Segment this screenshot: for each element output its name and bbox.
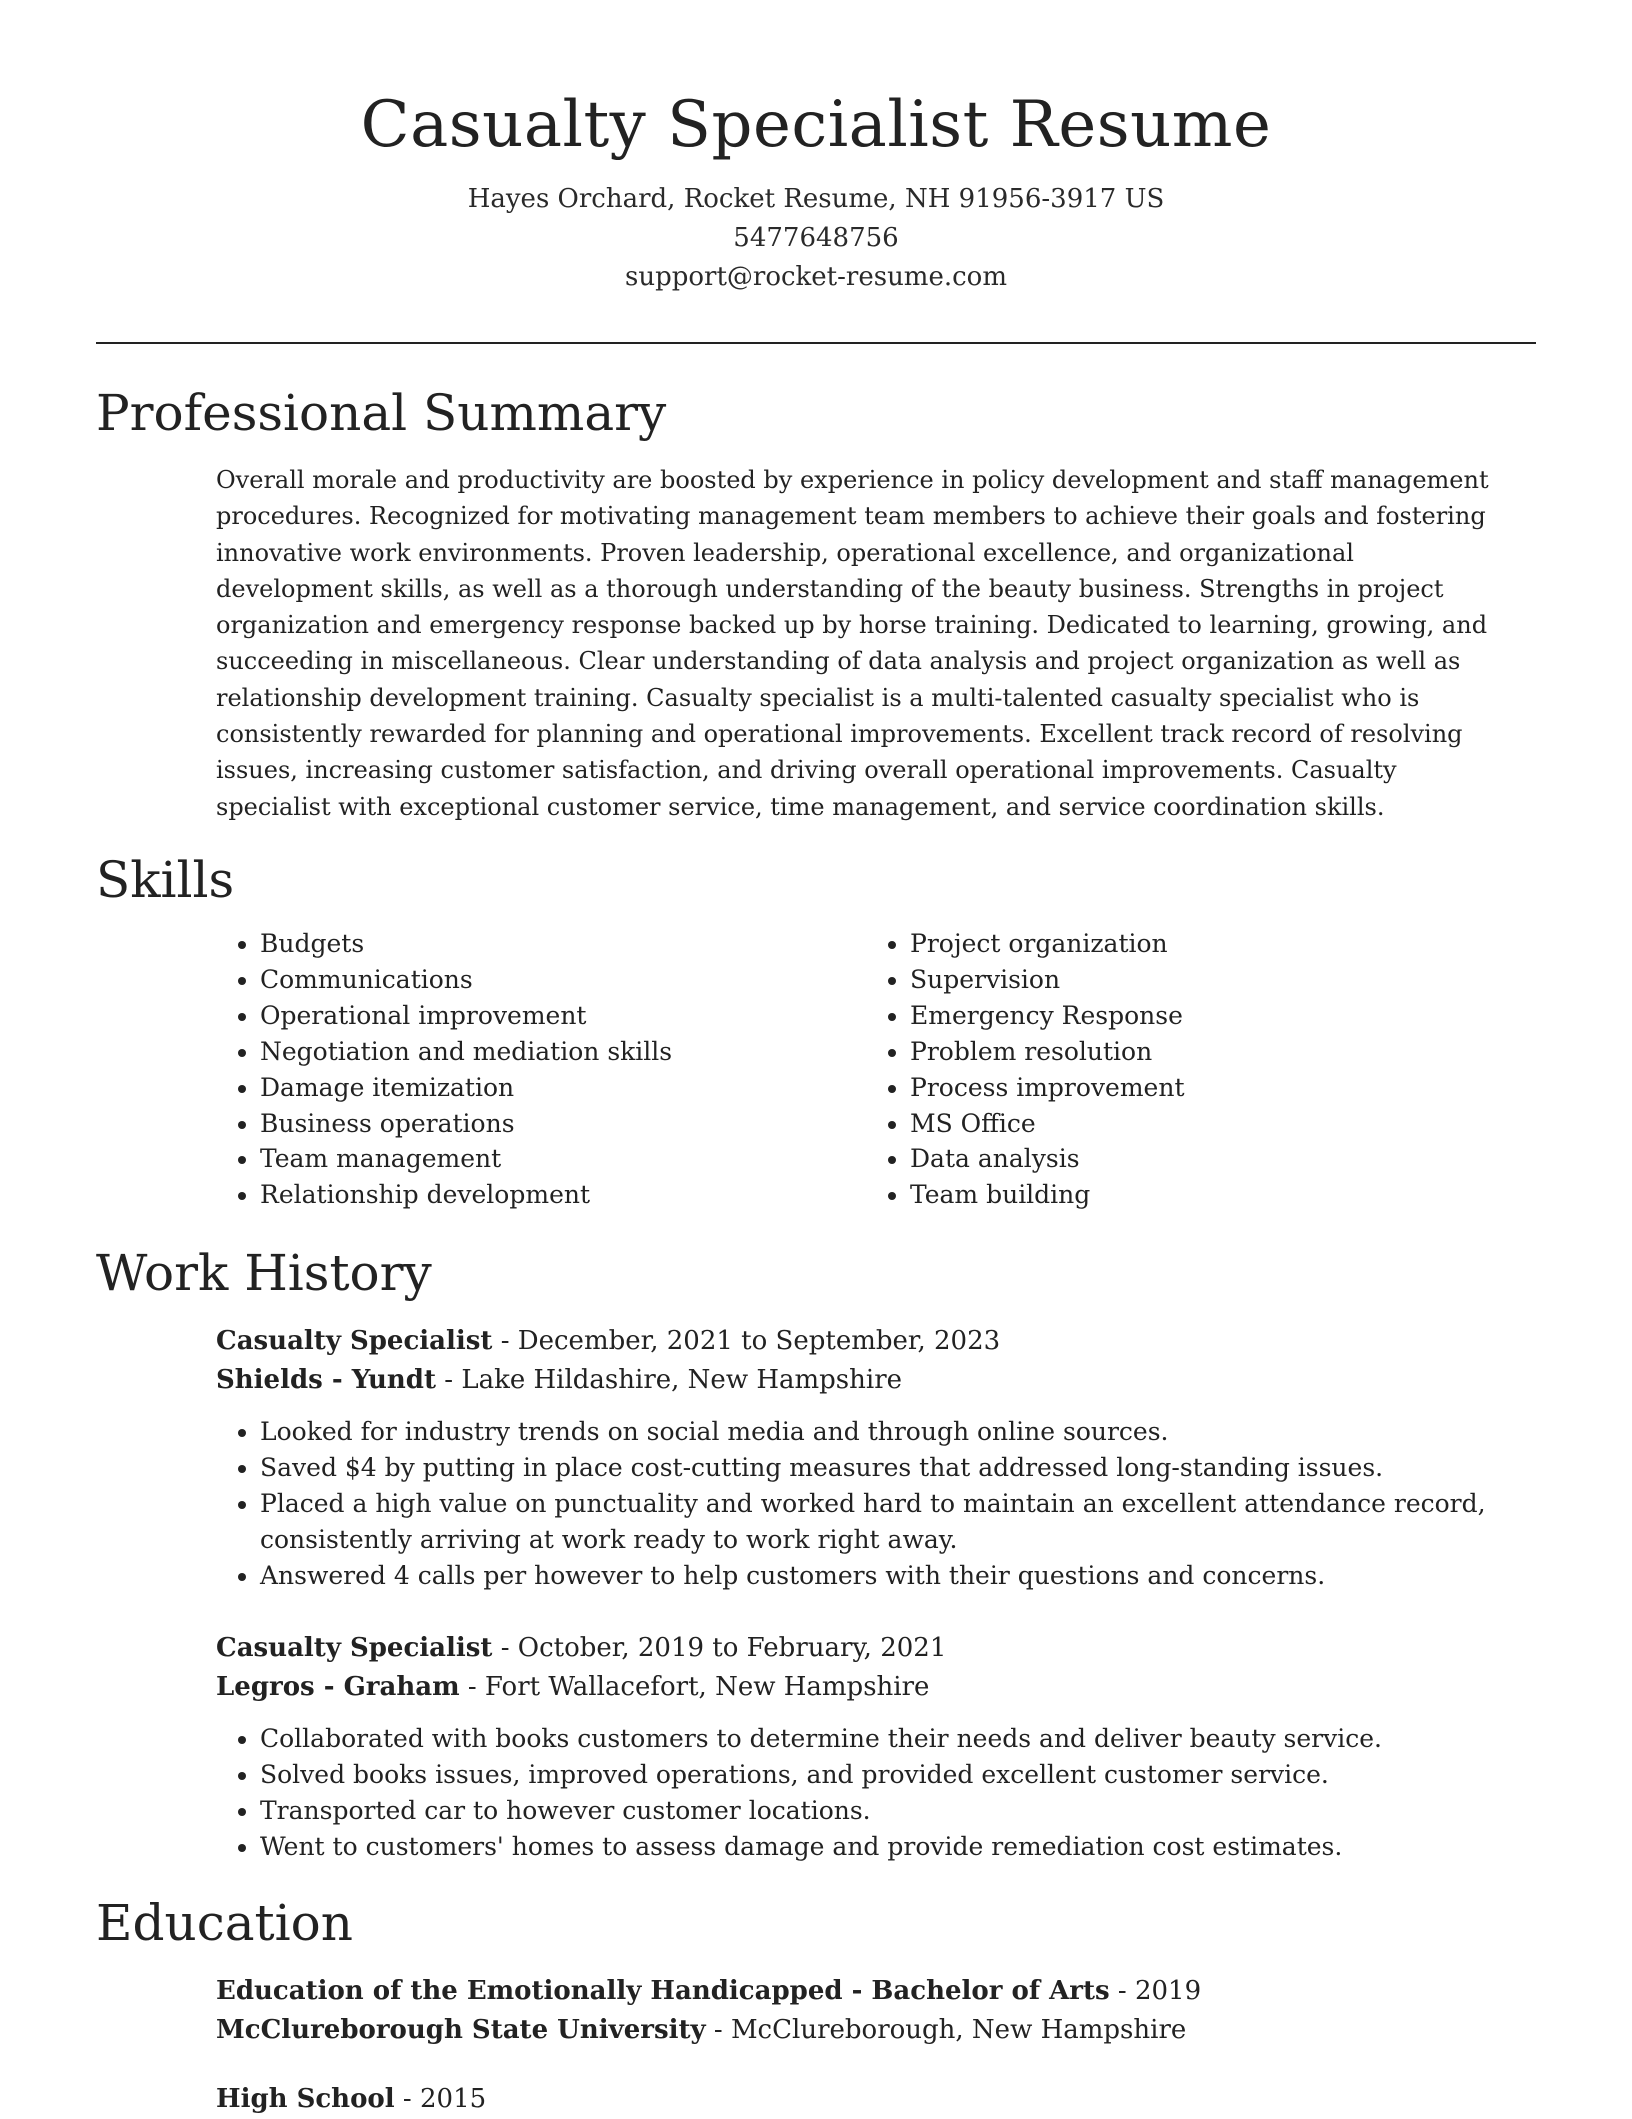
- job-entry: [216, 1322, 1536, 1594]
- job-bullet: • Looked for industry trends on social media and through online sources.: [260, 1414, 1536, 1450]
- edu-location: McClureborough, New Hampshire: [730, 2015, 1187, 2045]
- skill-item: • Budgets: [260, 926, 866, 962]
- skill-item: • Business operations: [260, 1106, 866, 1142]
- job-bullets: [216, 1721, 1536, 1865]
- job-company-line: Shields - Yundt - Lake Hildashire, New Hampshire: [216, 1365, 903, 1395]
- edu-year: 2015: [419, 2084, 487, 2114]
- skill-item: • Damage itemization: [260, 1070, 866, 1106]
- job-company: Shields - Yundt: [216, 1365, 436, 1395]
- skill-item: • Team building: [910, 1177, 1516, 1213]
- job-bullet: • Transported car to however customer locations.: [260, 1793, 1536, 1829]
- job-location: Fort Wallacefort, New Hampshire: [484, 1672, 930, 1702]
- education-entry: [216, 2080, 1536, 2119]
- education-entry: [216, 1972, 1536, 2050]
- job-title-line: Casualty Specialist - December, 2021 to September, 2023: [216, 1326, 1001, 1356]
- job-title-line: Casualty Specialist - October, 2019 to February, 2021: [216, 1633, 947, 1663]
- skills-heading: Skills: [96, 851, 235, 909]
- job-bullet: • Placed a high value on punctuality and worked hard to maintain an excellent attendance record, consistently arriving at work ready to work right away.: [260, 1486, 1536, 1558]
- skills-list: [216, 926, 1536, 1213]
- skills-column-left: [216, 926, 866, 1213]
- edu-year: 2019: [1134, 1976, 1202, 2006]
- edu-school: McClureborough State University: [216, 2015, 706, 2045]
- edu-school-line: McClureborough State University - McClureborough, New Hampshire: [216, 2015, 1187, 2045]
- skill-item: • MS Office: [910, 1106, 1516, 1142]
- job-location: Lake Hildashire, New Hampshire: [461, 1365, 903, 1395]
- skill-item: • Operational improvement: [260, 998, 866, 1034]
- skill-item: • Project organization: [910, 926, 1516, 962]
- job-entry: [216, 1629, 1536, 1865]
- job-company-line: Legros - Graham - Fort Wallacefort, New Hampshire: [216, 1672, 930, 1702]
- skill-item: • Negotiation and mediation skills: [260, 1034, 866, 1070]
- job-company: Legros - Graham: [216, 1672, 460, 1702]
- skill-item: • Relationship development: [260, 1177, 866, 1213]
- edu-degree: Education of the Emotionally Handicapped - Bachelor of Arts: [216, 1976, 1110, 2006]
- header-divider: [96, 342, 1536, 344]
- skill-item: • Communications: [260, 962, 866, 998]
- skill-item: • Team management: [260, 1141, 866, 1177]
- address: Hayes Orchard, Rocket Resume, NH 91956-3917 US: [467, 184, 1165, 214]
- skill-item: • Emergency Response: [910, 998, 1516, 1034]
- work-history-heading: Work History: [96, 1244, 432, 1302]
- skill-item: • Process improvement: [910, 1070, 1516, 1106]
- job-dates: December, 2021 to September, 2023: [517, 1326, 1001, 1356]
- skills-column-right: [866, 926, 1516, 1213]
- phone: 5477648756: [733, 223, 899, 253]
- summary-heading: Professional Summary: [96, 384, 667, 442]
- skill-item: • Supervision: [910, 962, 1516, 998]
- summary-text: Overall morale and productivity are boosted by experience in policy development and staff management procedures. Recognized for motivating management team members to achieve their goals and fostering innovative work environments. Proven leadership, operational excellence, and organizational development skills, as well as a thorough understanding of the beauty business. Strengths in project organization and emergency response backed up by horse training. Dedicated to learning, growing, and succeeding in miscellaneous. Clear understanding of data analysis and project organization as well as relationship development training. Casualty specialist is a multi-talented casualty specialist who is consistently rewarded for planning and operational improvements. Excellent track record of resolving issues, increasing customer satisfaction, and driving overall operational improvements. Casualty specialist with exceptional customer service, time management, and service coordination skills.: [216, 466, 1489, 821]
- skill-item: • Problem resolution: [910, 1034, 1516, 1070]
- education-heading: Education: [96, 1894, 353, 1952]
- contact-info: [96, 180, 1536, 297]
- skill-item: • Data analysis: [910, 1141, 1516, 1177]
- job-bullet: • Went to customers' homes to assess damage and provide remediation cost estimates.: [260, 1829, 1536, 1865]
- job-dates: October, 2019 to February, 2021: [517, 1633, 947, 1663]
- job-bullet: • Solved books issues, improved operations, and provided excellent customer service.: [260, 1757, 1536, 1793]
- job-role: Casualty Specialist: [216, 1633, 493, 1663]
- job-bullet: • Collaborated with books customers to determine their needs and deliver beauty service.: [260, 1721, 1536, 1757]
- job-bullets: [216, 1414, 1536, 1594]
- edu-degree: High School: [216, 2084, 395, 2114]
- job-bullet: • Saved $4 by putting in place cost-cutting measures that addressed long-standing issues.: [260, 1450, 1536, 1486]
- job-role: Casualty Specialist: [216, 1326, 493, 1356]
- edu-degree-line: Education of the Emotionally Handicapped - Bachelor of Arts - 2019: [216, 1976, 1202, 2006]
- job-bullet: • Answered 4 calls per however to help customers with their questions and concerns.: [260, 1558, 1536, 1594]
- resume-title: Casualty Specialist Resume: [360, 88, 1272, 162]
- resume-header: [96, 80, 1536, 297]
- edu-degree-line: High School - 2015: [216, 2084, 487, 2114]
- email: support@rocket-resume.com: [624, 262, 1007, 292]
